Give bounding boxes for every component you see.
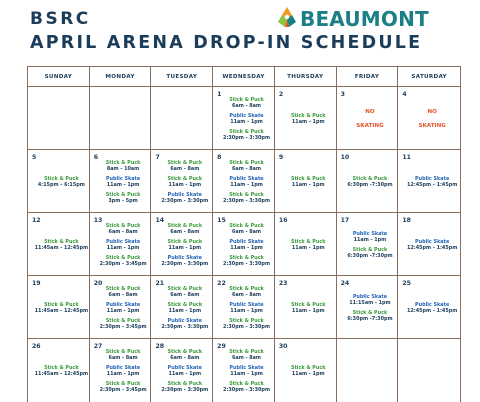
event-time: 11:45am - 12:45pm	[34, 371, 89, 377]
event-name: Stick & Puck	[105, 159, 141, 166]
event-list	[283, 217, 334, 272]
event-item	[35, 365, 89, 377]
page-title: APRIL ARENA DROP-IN SCHEDULE	[30, 33, 423, 53]
event-list	[283, 343, 334, 399]
event-item	[418, 121, 445, 131]
event-name: Public Skate	[229, 365, 264, 371]
event-list	[98, 217, 149, 272]
event-name: Public Skate	[105, 175, 141, 182]
event-name: Stick & Puck	[167, 301, 203, 308]
event-time: 11am - 1pm	[291, 118, 325, 125]
event-name: Stick & Puck	[290, 175, 326, 182]
empty-day-cell	[28, 87, 90, 150]
event-time: 2:30pm - 3:30pm	[223, 197, 270, 204]
event-name: Stick & Puck	[105, 317, 141, 324]
event-time: 6am - 8am	[231, 291, 262, 298]
event-name: Stick & Puck	[105, 222, 141, 229]
event-item	[347, 247, 392, 259]
event-list	[36, 154, 87, 209]
event-name: Stick & Puck	[105, 381, 141, 387]
event-time: 11am - 1pm	[168, 307, 202, 314]
event-name: Stick & Puck	[105, 349, 141, 355]
event-time: 11am - 1pm	[291, 244, 325, 251]
event-time: 6:30pm -7:30pm	[347, 181, 393, 188]
event-item	[229, 365, 263, 377]
day-cell-1	[213, 87, 275, 150]
event-name: Public Skate	[229, 301, 264, 308]
day-number: 26	[32, 343, 41, 350]
day-cell-30	[275, 339, 337, 402]
page-header	[0, 0, 480, 62]
event-item	[100, 381, 147, 393]
event-name: Stick & Puck	[229, 191, 264, 198]
day-cell-18	[398, 213, 460, 276]
event-item	[168, 160, 203, 172]
event-time: 2:30pm - 3:45pm	[99, 260, 147, 267]
event-list	[221, 343, 272, 399]
day-cell-14	[151, 213, 213, 276]
day-cell-21	[151, 276, 213, 339]
event-item	[229, 302, 263, 314]
day-number: 18	[402, 217, 411, 224]
event-time: 2:30pm - 3:30pm	[223, 323, 270, 330]
day-cell-20	[90, 276, 152, 339]
day-number: 24	[340, 280, 350, 287]
event-list	[283, 91, 334, 146]
event-name: Stick & Puck	[167, 238, 203, 245]
event-time: 6am - 8am	[108, 355, 138, 361]
event-item	[106, 286, 141, 298]
event-name: Stick & Puck	[229, 381, 264, 387]
event-name: Public Skate	[105, 365, 141, 371]
event-list	[406, 217, 458, 272]
day-cell-5	[28, 150, 90, 213]
event-name: Public Skate	[167, 254, 202, 261]
event-time: 2:30pm - 3:30pm	[161, 197, 209, 204]
event-name: Stick & Puck	[167, 285, 203, 292]
event-item	[229, 349, 264, 361]
event-name: Stick & Puck	[229, 254, 264, 261]
event-item	[168, 223, 203, 235]
day-cell-9	[275, 150, 337, 213]
day-number: 17	[340, 217, 350, 224]
day-number: 8	[217, 154, 222, 161]
day-number: 6	[93, 154, 99, 161]
day-cell-11	[398, 150, 460, 213]
week-row	[28, 276, 460, 339]
day-number: 22	[217, 280, 226, 287]
day-number: 10	[340, 154, 350, 161]
day-cell-19	[28, 276, 90, 339]
event-name: Stick & Puck	[229, 96, 264, 103]
event-time: 2:30pm - 3:30pm	[223, 387, 270, 393]
event-item	[35, 302, 89, 314]
event-list	[345, 154, 396, 209]
event-time: 11:15am - 1pm	[349, 299, 391, 306]
event-list	[159, 280, 210, 335]
day-cell-24	[337, 276, 399, 339]
event-name: Public Skate	[415, 238, 450, 245]
event-item	[347, 176, 392, 188]
event-time: 12:45pm - 1:45pm	[406, 244, 458, 251]
event-item	[223, 129, 270, 141]
event-name: Public Skate	[415, 175, 450, 182]
day-number: 5	[32, 154, 37, 161]
day-number: 29	[217, 343, 226, 350]
empty-day-cell	[90, 87, 152, 150]
event-item	[291, 113, 326, 125]
event-time: 2:30pm - 3:30pm	[161, 323, 209, 330]
event-time: 12:45pm - 1:45pm	[406, 307, 458, 314]
event-item	[223, 255, 270, 267]
event-time: 11am - 1pm	[291, 371, 325, 377]
event-name: Stick & Puck	[229, 222, 264, 229]
event-item	[407, 239, 457, 251]
event-time: 6:30pm -7:30pm	[347, 315, 393, 322]
event-name: Stick & Puck	[229, 159, 264, 166]
event-name: Stick & Puck	[290, 365, 326, 371]
event-time: 6am - 8am	[108, 291, 138, 298]
day-cell-8	[213, 150, 275, 213]
day-cell-27	[90, 339, 152, 402]
event-time: 11am - 1pm	[106, 371, 140, 377]
day-number: 21	[155, 280, 165, 287]
event-item	[100, 318, 147, 330]
empty-day-cell	[398, 339, 460, 402]
event-item	[427, 107, 436, 117]
brand-name: BEAUMONT	[300, 7, 429, 31]
event-name: Stick & Puck	[352, 246, 388, 253]
event-time: 2:30pm - 3:30pm	[223, 134, 270, 141]
event-item	[229, 223, 264, 235]
event-time: 11am - 1pm	[230, 307, 263, 314]
event-list	[406, 91, 458, 146]
beaumont-logo	[276, 6, 436, 32]
day-number: 1	[217, 91, 222, 98]
event-time: 11am - 1pm	[168, 371, 202, 377]
day-number: 3	[340, 91, 345, 98]
day-number: 30	[278, 343, 288, 350]
event-item	[407, 176, 457, 188]
event-name: Public Skate	[352, 230, 388, 237]
event-name: SKATING	[418, 122, 446, 129]
event-item	[168, 239, 203, 251]
event-time: 12:45pm - 1:45pm	[406, 181, 458, 188]
day-number: 27	[93, 343, 103, 350]
weekday-header-friday: FRIDAY	[337, 67, 399, 87]
event-item	[106, 302, 140, 314]
event-time: 11am - 1pm	[230, 118, 263, 125]
event-name: Stick & Puck	[352, 309, 388, 316]
day-cell-26	[28, 339, 90, 402]
event-name: Public Skate	[167, 317, 202, 324]
day-number: 9	[278, 154, 284, 161]
event-item	[161, 255, 208, 267]
day-cell-29	[213, 339, 275, 402]
event-time: 11am - 1pm	[106, 244, 140, 251]
event-item	[161, 381, 208, 393]
event-time: 6:30pm -7:30pm	[347, 252, 393, 259]
day-number: 23	[278, 280, 288, 287]
event-item	[291, 365, 326, 377]
empty-day-cell	[151, 87, 213, 150]
day-cell-25	[398, 276, 460, 339]
event-name: SKATING	[356, 122, 384, 129]
event-item	[168, 302, 203, 314]
event-name: Stick & Puck	[167, 349, 203, 355]
event-time: 11am - 1pm	[353, 236, 387, 243]
org-name: BSRC	[30, 9, 91, 29]
event-item	[407, 302, 457, 314]
event-list	[221, 280, 272, 335]
event-list	[98, 343, 149, 399]
event-list	[283, 280, 334, 335]
empty-day-cell	[337, 339, 399, 402]
event-item	[106, 192, 141, 204]
event-time: 2:30pm - 3:45pm	[99, 387, 147, 393]
day-cell-7	[151, 150, 213, 213]
event-time: 6am - 8am	[231, 165, 262, 172]
event-item	[229, 160, 264, 172]
day-number: 2	[278, 91, 284, 98]
day-cell-15	[213, 213, 275, 276]
event-list	[98, 280, 149, 335]
event-name: Stick & Puck	[105, 254, 141, 261]
day-number: 20	[93, 280, 103, 287]
day-cell-6	[90, 150, 152, 213]
event-time: 11am - 1pm	[291, 307, 325, 314]
event-item	[347, 310, 392, 322]
event-name: Public Skate	[229, 175, 264, 182]
event-list	[159, 217, 210, 272]
event-list	[36, 280, 87, 335]
event-time: 4:15pm - 6:15pm	[37, 181, 85, 188]
event-item	[106, 160, 141, 172]
weekday-header-tuesday: TUESDAY	[151, 67, 213, 87]
event-name: Stick & Puck	[167, 175, 203, 182]
event-name: Stick & Puck	[229, 317, 264, 324]
day-number: 19	[32, 280, 41, 287]
day-number: 16	[278, 217, 288, 224]
event-name: Public Skate	[105, 238, 141, 245]
event-item	[291, 239, 326, 251]
event-item	[229, 239, 263, 251]
day-number: 4	[402, 91, 407, 98]
event-name: Stick & Puck	[290, 301, 326, 308]
day-cell-22	[213, 276, 275, 339]
day-number: 13	[93, 217, 103, 224]
event-list	[221, 154, 272, 209]
event-item	[106, 349, 141, 361]
event-item	[229, 113, 263, 125]
day-cell-13	[90, 213, 152, 276]
event-item	[106, 239, 140, 251]
event-list	[221, 217, 272, 272]
event-time: 11am - 1pm	[230, 181, 263, 188]
event-name: Stick & Puck	[44, 301, 79, 308]
day-cell-12	[28, 213, 90, 276]
event-item	[161, 318, 208, 330]
week-row	[28, 339, 460, 402]
event-name: Public Skate	[229, 238, 264, 245]
event-item	[223, 192, 270, 204]
event-time: 8am - 10am	[106, 165, 140, 172]
event-name: Stick & Puck	[352, 175, 388, 182]
day-number: 11	[402, 154, 411, 161]
event-time: 6am - 8am	[170, 228, 200, 235]
event-list	[159, 343, 210, 399]
day-cell-4	[398, 87, 460, 150]
event-name: Stick & Puck	[105, 285, 141, 292]
day-number: 14	[155, 217, 165, 224]
event-list	[159, 154, 210, 209]
event-item	[349, 294, 390, 306]
event-time: 11am - 1pm	[168, 181, 202, 188]
event-time: 11:45am - 12:45pm	[34, 307, 89, 314]
event-item	[168, 349, 203, 361]
day-number: 12	[32, 217, 41, 224]
event-item	[100, 255, 147, 267]
event-list	[36, 343, 87, 399]
event-name: Public Skate	[352, 293, 388, 300]
event-item	[229, 97, 264, 109]
event-time: 6am - 8am	[170, 165, 200, 172]
event-item	[291, 176, 326, 188]
day-cell-2	[275, 87, 337, 150]
event-list	[345, 91, 396, 146]
event-item	[223, 318, 270, 330]
event-item	[229, 176, 263, 188]
event-list	[406, 154, 458, 209]
day-number: 25	[402, 280, 411, 287]
event-item	[365, 107, 374, 117]
event-time: 6am - 8am	[231, 102, 262, 109]
event-item	[356, 121, 383, 131]
day-cell-3	[337, 87, 399, 150]
weekday-header-monday: MONDAY	[90, 67, 152, 87]
weekday-header-thursday: THURSDAY	[275, 67, 337, 87]
event-list	[406, 280, 458, 335]
schedule-calendar	[27, 66, 461, 402]
event-time: 2:30pm - 3:45pm	[99, 323, 147, 330]
event-name: Stick & Puck	[229, 349, 264, 355]
day-cell-17	[337, 213, 399, 276]
event-item	[223, 381, 270, 393]
event-list	[345, 280, 396, 335]
event-list	[283, 154, 334, 209]
week-row	[28, 87, 460, 150]
event-name: Public Skate	[167, 191, 202, 198]
event-list	[221, 91, 272, 146]
event-name: NO	[365, 108, 375, 115]
event-list	[36, 217, 87, 272]
day-number: 7	[155, 154, 160, 161]
day-cell-16	[275, 213, 337, 276]
event-time: 6am - 8am	[170, 355, 200, 361]
event-name: Stick & Puck	[44, 175, 79, 182]
event-item	[168, 286, 203, 298]
weekday-header-sunday: SUNDAY	[28, 67, 90, 87]
event-time: 6am - 8am	[231, 228, 262, 235]
event-item	[35, 239, 89, 251]
event-time: 11:45am - 12:45pm	[34, 244, 89, 251]
week-row	[28, 150, 460, 213]
event-name: Stick & Puck	[167, 159, 203, 166]
event-name: Public Skate	[415, 301, 450, 308]
event-item	[229, 286, 264, 298]
event-name: Stick & Puck	[44, 238, 79, 245]
event-name: Public Skate	[167, 365, 202, 371]
day-cell-23	[275, 276, 337, 339]
event-time: 2:30pm - 3:30pm	[223, 260, 270, 267]
event-name: Stick & Puck	[229, 128, 264, 135]
event-item	[291, 302, 326, 314]
day-cell-10	[337, 150, 399, 213]
event-name: Stick & Puck	[290, 238, 326, 245]
event-item	[106, 365, 140, 377]
event-item	[38, 176, 85, 188]
event-item	[106, 176, 140, 188]
event-time: 11am - 1pm	[168, 244, 202, 251]
event-time: 2:30pm - 3:30pm	[161, 387, 209, 393]
event-time: 11am - 1pm	[291, 181, 325, 188]
weekday-header-saturday: SATURDAY	[398, 67, 460, 87]
event-item	[161, 192, 208, 204]
event-name: NO	[427, 108, 437, 115]
leaf-icon	[276, 6, 298, 30]
week-row	[28, 213, 460, 276]
event-name: Stick & Puck	[167, 381, 203, 387]
event-time: 11am - 1pm	[230, 244, 263, 251]
event-name: Stick & Puck	[229, 285, 264, 292]
event-list	[98, 154, 149, 209]
event-name: Stick & Puck	[105, 191, 141, 198]
event-name: Public Skate	[229, 112, 264, 119]
event-time: 11am - 1pm	[106, 307, 140, 314]
event-time: 6am - 8am	[170, 291, 200, 298]
event-name: Stick & Puck	[167, 222, 203, 229]
weekday-header-wednesday: WEDNESDAY	[213, 67, 275, 87]
day-number: 15	[217, 217, 226, 224]
event-item	[168, 176, 203, 188]
event-time: 3pm - 5pm	[108, 197, 138, 204]
event-name: Stick & Puck	[290, 112, 326, 119]
event-item	[106, 223, 141, 235]
day-cell-28	[151, 339, 213, 402]
event-time: 2:30pm - 3:30pm	[161, 260, 209, 267]
event-time: 6am - 8am	[108, 228, 138, 235]
event-time: 11am - 1pm	[230, 371, 263, 377]
event-item	[168, 365, 202, 377]
event-list	[345, 217, 396, 272]
event-time: 6am - 8am	[231, 355, 262, 361]
event-name: Stick & Puck	[44, 365, 79, 371]
day-number: 28	[155, 343, 165, 350]
event-name: Public Skate	[105, 301, 141, 308]
weekday-header-row	[28, 67, 460, 87]
event-time: 11am - 1pm	[106, 181, 140, 188]
event-item	[353, 231, 387, 243]
